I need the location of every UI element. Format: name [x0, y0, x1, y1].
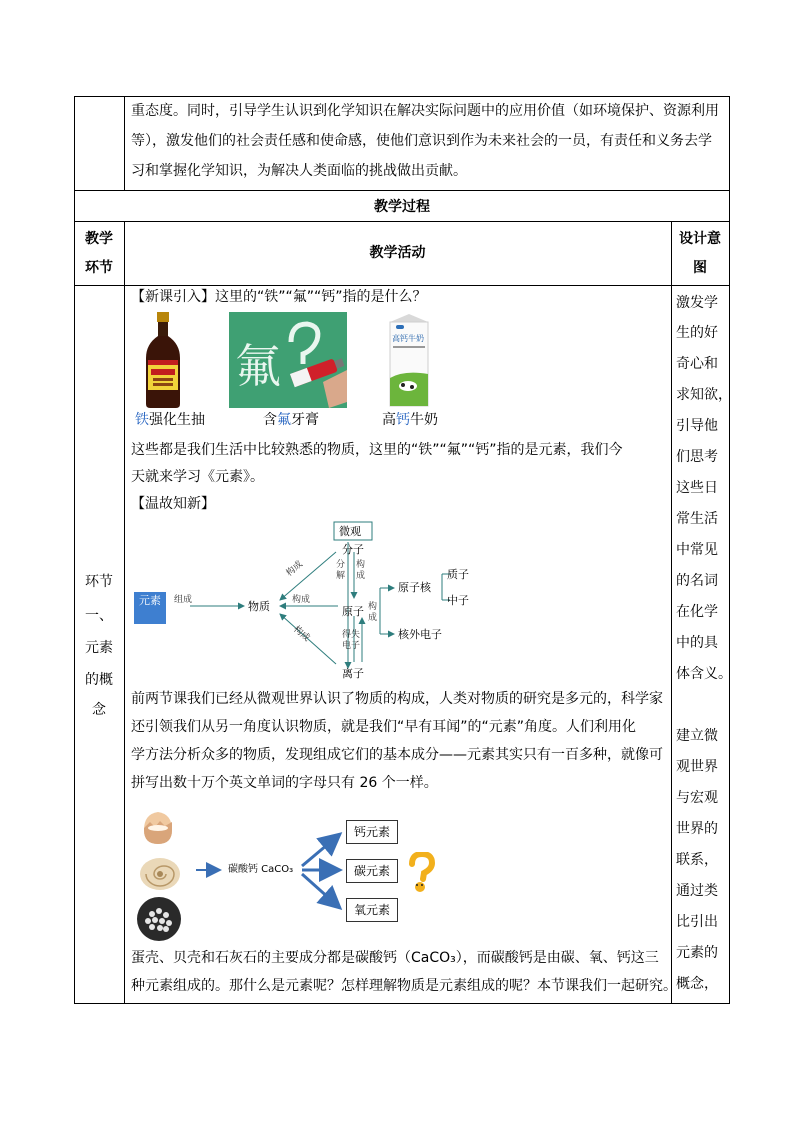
diagram-constitute-vertical: 构成	[356, 560, 366, 581]
seashell-image	[136, 852, 184, 892]
paragraph-line: 还引领我们从另一角度认识物质，就是我们“早有耳闻”的“元素”角度。人们利用化	[131, 719, 637, 735]
milk-carton-image	[384, 312, 434, 408]
intro-line: 重态度。同时，引导学生认识到化学知识在解决实际问题中的应用价值（如环境保护、资源利用	[131, 103, 719, 119]
diagram-matter: 物质	[248, 600, 270, 613]
calcium-carbonate-label: 碳酸钙 CaCO₃	[228, 864, 294, 875]
diagram-nucleus: 原子核	[398, 581, 431, 594]
diagram-constitute-label: 构成	[291, 624, 312, 644]
intro-line: 等），激发他们的社会责任感和使命感，使他们意识到作为未来社会的一员，有责任和义务去学	[131, 133, 712, 149]
diagram-compose-label: 组成	[174, 595, 193, 605]
col-divider	[124, 221, 125, 1004]
diagram-atom: 原子	[342, 605, 364, 618]
paragraph-line: 学方法分析众多的物质，发现组成它们的基本成分——元素其实只有一百多种，就像可	[131, 747, 663, 763]
toothpaste-image	[229, 312, 347, 408]
diagram-constitute-label: 构成	[284, 559, 305, 579]
carbon-element-box: 碳元素	[346, 859, 398, 883]
paragraph-line: 这些都是我们生活中比较熟悉的物质，这里的“铁”“氟”“钙”指的是元素，我们今	[131, 442, 623, 458]
diagram-neutron: 中子	[447, 594, 469, 607]
paragraph-line: 种元素组成的。那什么是元素呢？怎样理解物质是元素组成的呢？本节课我们一起研究。	[131, 978, 677, 994]
table-bottom-border	[74, 1003, 730, 1004]
diagram-element: 元素	[139, 594, 161, 607]
fluorine-char: 氟	[235, 339, 281, 393]
intro-heading: 【新课引入】这里的“铁”“氟”“钙”指的是什么？	[131, 289, 427, 305]
header-stage: 教学	[85, 231, 113, 247]
diagram-gain-lose-label: 得失电子	[342, 630, 361, 651]
table-right-border	[729, 96, 730, 1004]
milk-caption: 高钙牛奶	[382, 412, 438, 428]
diagram-proton: 质子	[447, 568, 469, 581]
diagram-constitute-vertical: 构成	[368, 602, 378, 623]
paragraph-line: 蛋壳、贝壳和石灰石的主要成分都是碳酸钙（CaCO₃），而碳酸钙是由碳、氧、钙这三	[131, 950, 659, 966]
diagram-micro: 微观	[339, 525, 361, 538]
review-heading: 【温故知新】	[131, 496, 215, 512]
toothpaste-caption: 含氟牙膏	[263, 412, 319, 428]
row-divider	[74, 190, 730, 191]
col-divider	[124, 96, 125, 191]
header-intent: 图	[693, 260, 707, 276]
diagram-molecule: 分子	[342, 543, 364, 556]
header-activity: 教学活动	[369, 245, 426, 261]
paragraph-line: 天就来学习《元素》。	[131, 469, 264, 485]
row-divider	[74, 285, 730, 286]
soy-sauce-image	[138, 312, 188, 408]
header-stage: 环节	[85, 260, 113, 276]
paragraph-line: 前两节课我们已经从微观世界认识了物质的构成，人类对物质的研究是多元的，科学家	[131, 691, 663, 707]
diagram-electron: 核外电子	[398, 628, 442, 641]
eggshell-image	[138, 808, 178, 846]
paragraph-line: 拼写出数十万个英文单词的字母只有 26 个一样。	[131, 775, 438, 791]
intro-line: 习和掌握化学知识，为解决人类面临的挑战做出贡献。	[131, 163, 467, 179]
col-divider	[671, 221, 672, 1004]
table-top-border	[74, 96, 730, 97]
limestone-image	[134, 896, 184, 942]
oxygen-element-box: 氧元素	[346, 898, 398, 922]
diagram-ion: 离子	[342, 667, 364, 680]
row-divider	[74, 221, 730, 222]
section-title: 教学过程	[374, 199, 430, 215]
diagram-constitute-label: 构成	[292, 595, 311, 605]
diagram-decompose-label: 分解	[336, 560, 346, 581]
question-mark-icon	[406, 852, 436, 894]
milk-box-text: 高钙牛奶	[392, 334, 424, 343]
header-intent: 设计意	[679, 231, 721, 247]
calcium-element-box: 钙元素	[346, 820, 398, 844]
soy-sauce-caption: 铁强化生抽	[135, 412, 205, 428]
